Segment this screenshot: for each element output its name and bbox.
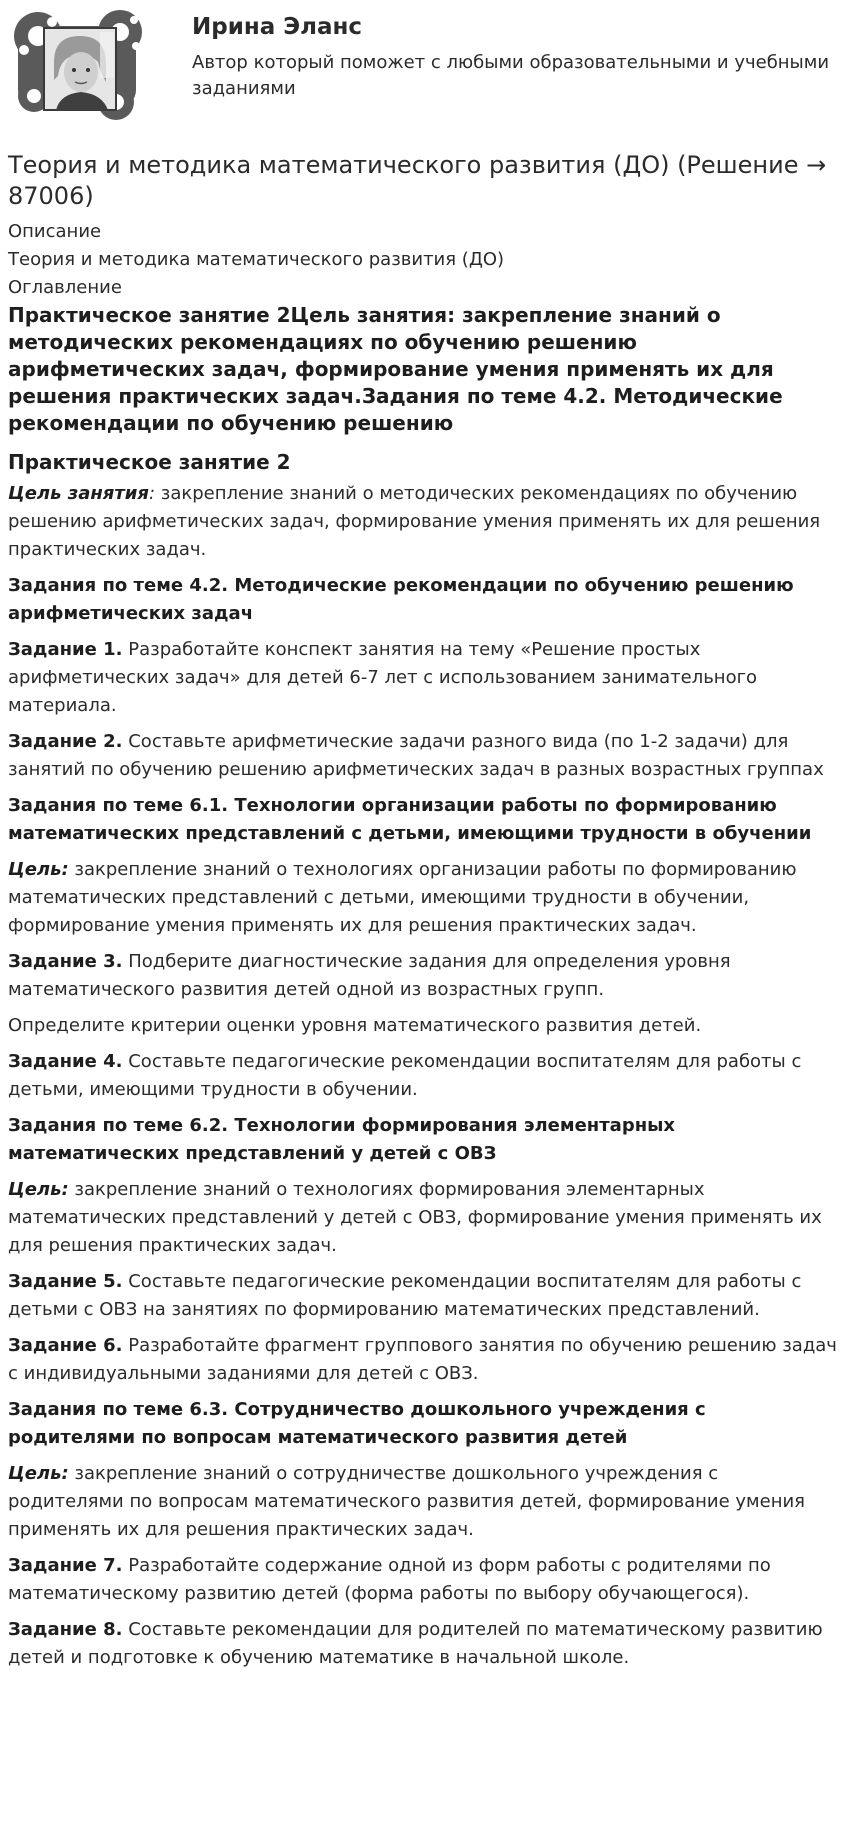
- goal-6-2-label: Цель:: [8, 1179, 69, 1200]
- goal-6-1: [8, 856, 839, 940]
- task-4-label: Задание 4.: [8, 1051, 123, 1072]
- goal-text: закрепление знаний о методических рекомендациях по обучению решению арифметических задач, формирование умения применять их для решения практических задач.: [8, 483, 821, 560]
- task-6: [8, 1332, 839, 1388]
- toc-text: Практическое занятие 2Цель занятия: закрепление знаний о методических рекомендациях по обучению решению арифметических задач, формирование умения применять их для решения практических задач.Задания по теме 4.2. Методические рекомендации по обучению решению: [8, 303, 783, 435]
- task-6-label: Задание 6.: [8, 1335, 123, 1356]
- task-5: [8, 1268, 839, 1324]
- topic-4-2: Задания по теме 4.2. Методические рекомендации по обучению решению арифметических задач: [8, 575, 794, 624]
- goal-6-1-label: Цель:: [8, 859, 69, 880]
- task-8-label: Задание 8.: [8, 1619, 123, 1640]
- task-5-text: Составьте педагогические рекомендации воспитателям для работы с детьми с ОВЗ на занятиях по формированию математических представлений.: [8, 1271, 802, 1320]
- film-reel-avatar-icon: [8, 6, 148, 124]
- goal-6-3-label: Цель:: [8, 1463, 69, 1484]
- author-card: [8, 6, 839, 128]
- avatar[interactable]: [8, 6, 148, 124]
- task-7-text: Разработайте содержание одной из форм работы с родителями по математическому развитию детей (форма работы по выбору обучающегося).: [8, 1555, 771, 1604]
- task-1-text: Разработайте конспект занятия на тему «Решение простых арифметических задач» для детей 6-7 лет с использованием занимательного материала.: [8, 639, 758, 716]
- toc-label: Оглавление: [8, 277, 122, 298]
- topic-6-3: Задания по теме 6.3. Сотрудничество дошкольного учреждения с родителями по вопросам математического развития детей: [8, 1399, 706, 1448]
- goal-colon: :: [148, 483, 156, 504]
- task-1: [8, 636, 839, 720]
- task-2-label: Задание 2.: [8, 731, 123, 752]
- task-5-label: Задание 5.: [8, 1271, 123, 1292]
- subject-line: Теория и методика математического развития (ДО): [8, 249, 505, 270]
- goal-6-2: [8, 1176, 839, 1260]
- task-3: [8, 948, 839, 1004]
- goal-paragraph: [8, 480, 839, 564]
- document-title: Теория и методика математического развития (ДО) (Решение → 87006): [8, 151, 827, 210]
- task-6-text: Разработайте фрагмент группового занятия по обучению решению задач с индивидуальными заданиями для детей с ОВЗ.: [8, 1335, 837, 1384]
- criteria-paragraph: Определите критерии оценки уровня математического развития детей.: [8, 1015, 702, 1036]
- topic-6-1: Задания по теме 6.1. Технологии организации работы по формированию математических представлений с детьми, имеющими трудности в обучении: [8, 795, 812, 844]
- goal-6-3-text: закрепление знаний о сотрудничестве дошкольного учреждения с родителями по вопросам математического развития детей, формирование умения применять их для решения практических задач.: [8, 1463, 806, 1540]
- task-7-label: Задание 7.: [8, 1555, 123, 1576]
- goal-label: Цель занятия: [8, 483, 149, 504]
- task-8-text: Составьте рекомендации для родителей по математическому развитию детей и подготовке к обучению математике в начальной школе.: [8, 1619, 823, 1668]
- goal-6-1-text: закрепление знаний о технологиях организации работы по формированию математических представлений с детьми, имеющими трудности в обучении, формирование умения применять их для решения практических задач.: [8, 859, 797, 936]
- task-2: [8, 728, 839, 784]
- task-4-text: Составьте педагогические рекомендации воспитателям для работы с детьми, имеющими трудности в обучении.: [8, 1051, 802, 1100]
- section-heading: Практическое занятие 2: [8, 450, 291, 474]
- author-bio: Автор который поможет с любыми образовательными и учебными заданиями: [192, 52, 830, 99]
- task-3-text: Подберите диагностические задания для определения уровня математического развития детей одной из возрастных групп.: [8, 951, 731, 1000]
- task-3-label: Задание 3.: [8, 951, 123, 972]
- author-info: [148, 6, 839, 102]
- goal-6-3: [8, 1460, 839, 1544]
- task-1-label: Задание 1.: [8, 639, 123, 660]
- task-2-text: Составьте арифметические задачи разного вида (по 1-2 задачи) для занятий по обучению решению арифметических задач в разных возрастных группах: [8, 731, 824, 780]
- goal-6-2-text: закрепление знаний о технологиях формирования элементарных математических представлений у детей с ОВЗ, формирование умения применять их для решения практических задач.: [8, 1179, 822, 1256]
- author-name[interactable]: Ирина Эланс: [192, 14, 363, 40]
- task-4: [8, 1048, 839, 1104]
- topic-6-2: Задания по теме 6.2. Технологии формирования элементарных математических представлений у детей с ОВЗ: [8, 1115, 676, 1164]
- task-7: [8, 1552, 839, 1608]
- description-label: Описание: [8, 221, 102, 242]
- task-8: [8, 1616, 839, 1672]
